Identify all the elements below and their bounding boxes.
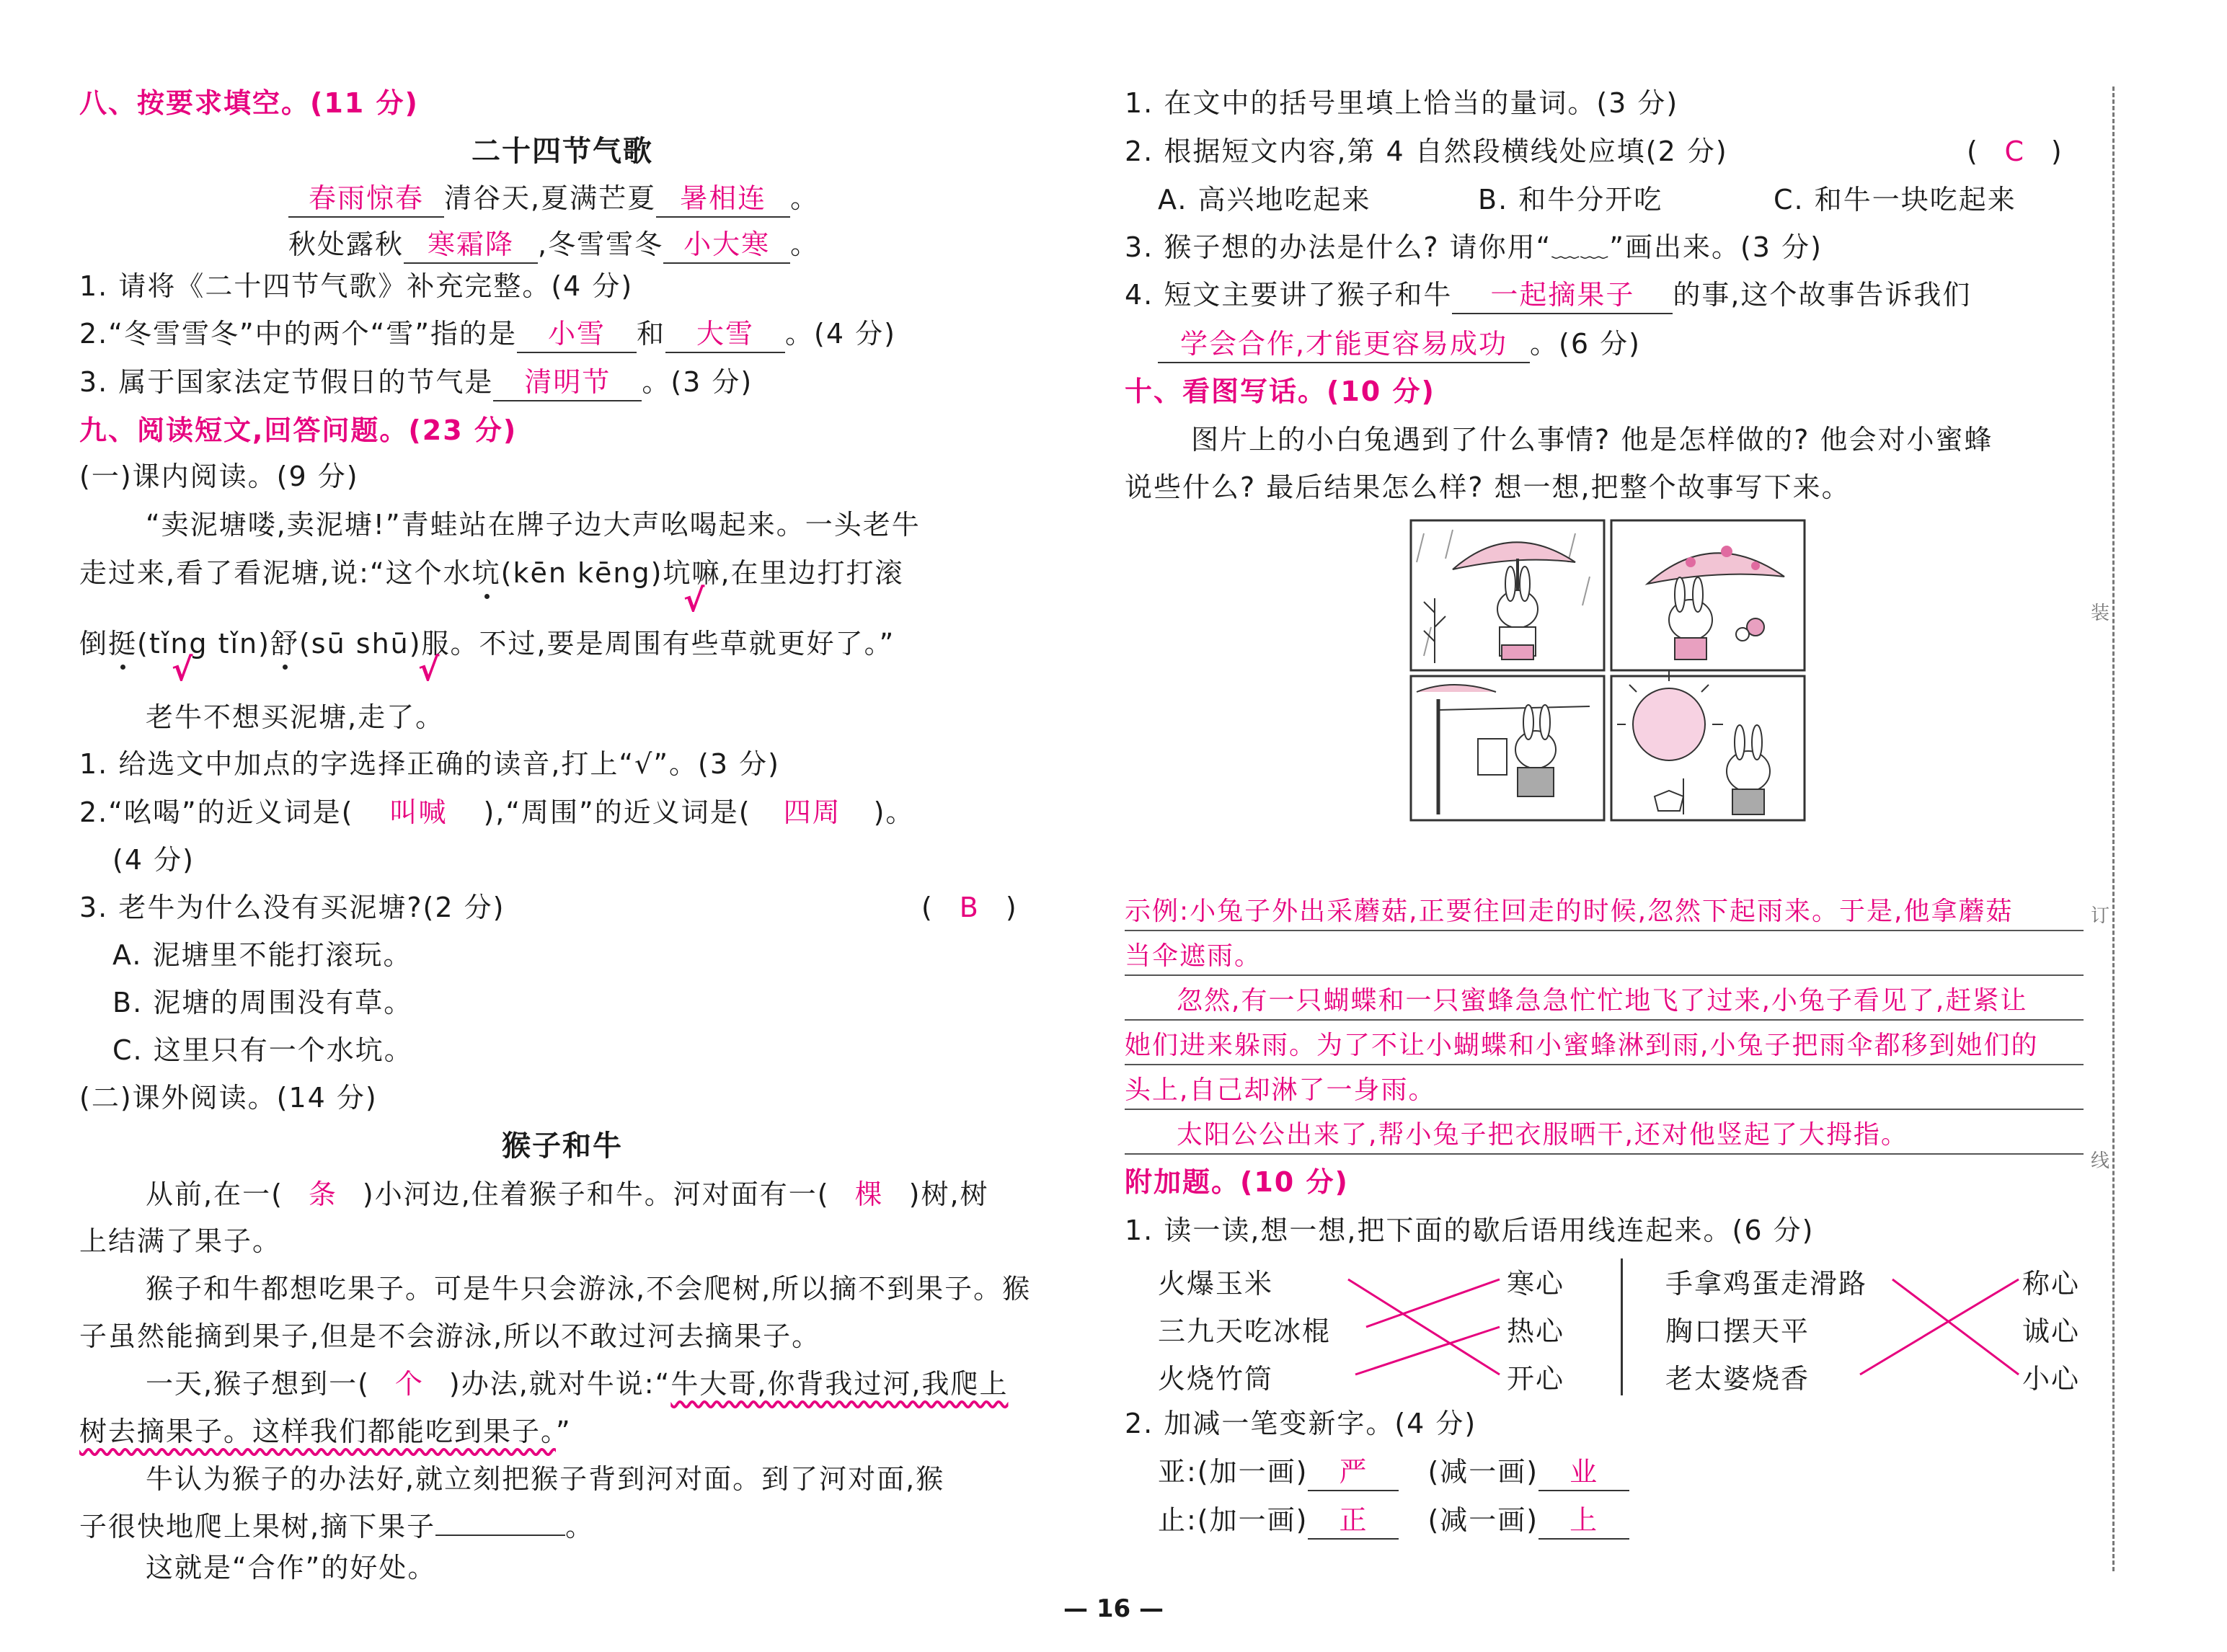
- q9-2-text-b: ),“周围”的近义词是(: [483, 796, 751, 828]
- poem-answer-1: 春雨惊春: [288, 180, 444, 218]
- section-10-title: 十、看图写话。(10 分): [1125, 376, 1435, 407]
- r2-option-b: B. 和牛分开吃: [1478, 184, 1663, 216]
- question-9-2: [79, 794, 914, 830]
- question-9-3: 3. 老牛为什么没有买泥塘?(2 分): [79, 892, 505, 923]
- match-right-target-1: 称心: [2022, 1268, 2081, 1300]
- q9-2-score: (4 分): [112, 844, 195, 876]
- question-8-2: [79, 316, 896, 353]
- b2-r1-answer-1: 严: [1308, 1454, 1399, 1491]
- p1-l2-text: 走过来,看了看泥塘,说:“这个水: [79, 557, 472, 589]
- panel-sun-thumbs-up: [1611, 670, 1805, 820]
- writing-rule-4: [1125, 1064, 2084, 1065]
- match-left-target-1: 寒心: [1507, 1268, 1565, 1300]
- right-question-4: [1125, 277, 1971, 314]
- b2-r2-b: (减一画): [1427, 1504, 1539, 1536]
- writing-rule-2: [1125, 974, 2084, 976]
- poem-line-1: [288, 180, 819, 218]
- panel-rain-mushroom: [1411, 520, 1604, 670]
- wavy-mark: ﹏﹏: [1551, 231, 1610, 263]
- passage-1-line-1: “卖泥塘喽,卖泥塘!”青蛙站在牌子边大声吆喝起来。一头老牛: [146, 509, 921, 541]
- story-line-1: [146, 1176, 989, 1212]
- match-left-2: 三九天吃冰棍: [1158, 1315, 1332, 1347]
- match-right-target-3: 小心: [2022, 1363, 2081, 1395]
- right-question-3: [1125, 229, 1823, 265]
- poem-text-3: ,冬雪雪冬: [538, 228, 664, 260]
- q9-2-answer-1: 叫喊: [389, 796, 448, 828]
- match-right-2: 胸口摆天平: [1665, 1315, 1810, 1347]
- q8-2-score: 。(4 分): [785, 318, 896, 350]
- st-l5-b: )办法,就对牛说:“: [448, 1368, 671, 1400]
- st-l5-a: 一天,猴子想到一(: [146, 1368, 370, 1400]
- bonus-2-row-1: [1158, 1454, 1629, 1491]
- binding-char-3: 线: [2091, 1146, 2109, 1173]
- right-page: [1125, 0, 2192, 1652]
- b2-r2-a: 止:(加一画): [1158, 1504, 1309, 1536]
- match-left-target-2: 热心: [1507, 1315, 1565, 1347]
- st-l8-a: 子很快地爬上果树,摘下果子: [79, 1511, 436, 1542]
- sample-line-4: 她们进来躲雨。为了不让小蝴蝶和小蜜蜂淋到雨,小兔子把雨伞都移到她们的: [1125, 1031, 2039, 1060]
- q9-3-option-b: B. 泥塘的周围没有草。: [112, 987, 413, 1018]
- binding-char-1: 装: [2091, 598, 2109, 625]
- paren-right: ): [2050, 136, 2063, 167]
- passage-1-line-4: 老牛不想买泥塘,走了。: [146, 701, 445, 733]
- part-2-title: (二)课外阅读。(14 分): [79, 1082, 378, 1114]
- wavy-underline-2: 树去摘果子。这样我们都能吃到果子。: [79, 1416, 557, 1447]
- story-blank: [435, 1509, 565, 1536]
- story-line-3: 猴子和牛都想吃果子。可是牛只会游泳,不会爬树,所以摘不到果子。猴: [146, 1273, 1032, 1305]
- wavy-underline-1: 牛大哥,你背我过河,我爬上: [670, 1368, 1009, 1400]
- p1-l3-pinyin-2: (sū shū)服。不过,要是周围有些草就更好了。”: [298, 628, 895, 660]
- q8-3-answer: 清明节: [493, 364, 642, 401]
- poem-end-1: 。: [790, 182, 820, 214]
- match-line-1: [1348, 1279, 1500, 1375]
- match-left-1: 火爆玉米: [1158, 1268, 1274, 1300]
- p1-l3-pinyin-1: (tǐng tǐn): [137, 628, 270, 660]
- page-number: — 16 —: [1063, 1594, 1164, 1623]
- bonus-2-row-2: [1158, 1502, 1629, 1540]
- story-line-8: [79, 1509, 594, 1545]
- story-line-7: 牛认为猴子的办法好,就立刻把猴子背到河对面。到了河对面,猴: [146, 1463, 945, 1495]
- st-l1-b: )小河边,住着猴子和牛。河对面有一(: [362, 1178, 830, 1210]
- match-lines: [1125, 1247, 2084, 1405]
- sample-line-2: 当伞遮雨。: [1125, 941, 1262, 971]
- story-line-9: 这就是“合作”的好处。: [146, 1552, 437, 1584]
- binding-char-2: 订: [2091, 901, 2109, 928]
- right-question-2: 2. 根据短文内容,第 4 自然段横线处应填(2 分): [1125, 136, 1728, 167]
- b2-r1-b: (减一画): [1427, 1456, 1539, 1488]
- poem-answer-4: 小大寒: [663, 226, 790, 264]
- bonus-title: 附加题。(10 分): [1125, 1166, 1349, 1198]
- check-mark-1: √: [683, 582, 705, 619]
- passage-1-line-2: [79, 555, 904, 591]
- story-answer-1: 条: [308, 1178, 337, 1210]
- q8-3-score: 。(3 分): [642, 366, 753, 398]
- q8-2-text: 2.“冬雪雪冬”中的两个“雪”指的是: [79, 318, 518, 350]
- right-question-1: 1. 在文中的括号里填上恰当的量词。(3 分): [1125, 87, 1679, 119]
- b2-r1-answer-2: 业: [1538, 1454, 1629, 1491]
- part-1-title: (一)课内阅读。(9 分): [79, 461, 359, 492]
- left-page: [79, 0, 1146, 1652]
- story-title: 猴子和牛: [502, 1129, 623, 1163]
- q9-3-answer-box: [921, 889, 1018, 925]
- match-left-3: 火烧竹筒: [1158, 1363, 1274, 1395]
- b2-r2-answer-2: 上: [1538, 1502, 1629, 1540]
- section-10-prompt-1: 图片上的小白兔遇到了什么事情? 他是怎样做的? 他会对小蜜蜂: [1191, 424, 1993, 456]
- comic-picture: [1409, 519, 1806, 822]
- sample-line-3: 忽然,有一只蝴蝶和一只蜜蜂急急忙忙地飞了过来,小兔子看见了,赶紧让: [1177, 986, 2028, 1016]
- q8-2-and: 和: [637, 318, 666, 350]
- question-9-1: 1. 给选文中加点的字选择正确的读音,打上“√”。(3 分): [79, 748, 780, 780]
- r4-text-c: 。(6 分): [1530, 328, 1641, 360]
- question-8-3: [79, 364, 753, 401]
- writing-rule-6: [1125, 1153, 2084, 1155]
- section-8-title: 八、按要求填空。(11 分): [79, 87, 419, 119]
- panel-sheltering-insects: [1611, 520, 1805, 670]
- story-line-6: [79, 1413, 572, 1449]
- poem-answer-3: 寒霜降: [404, 226, 538, 264]
- q9-3-option-c: C. 这里只有一个水坑。: [112, 1034, 413, 1066]
- sample-line-6: 太阳公公出来了,帮小兔子把衣服晒干,还对他竖起了大拇指。: [1177, 1120, 1908, 1150]
- dotted-char-keng: 坑: [471, 557, 501, 589]
- matching-exercise: [1125, 1247, 2084, 1405]
- q8-3-text: 3. 属于国家法定节假日的节气是: [79, 366, 494, 398]
- r3-text-b: ”画出来。(3 分): [1609, 231, 1823, 263]
- match-left-target-3: 开心: [1507, 1363, 1565, 1395]
- r2-option-a: A. 高兴地吃起来: [1158, 184, 1371, 216]
- match-right-1: 手拿鸡蛋走滑路: [1665, 1268, 1868, 1300]
- st-l8-end: 。: [565, 1511, 595, 1542]
- story-answer-2: 棵: [854, 1178, 884, 1210]
- match-right-target-2: 诚心: [2022, 1315, 2081, 1347]
- comic-panels-svg: [1409, 519, 1806, 822]
- r4-text-a: 4. 短文主要讲了猴子和牛: [1125, 279, 1453, 311]
- section-10-prompt-2: 说些什么? 最后结果怎么样? 想一想,把整个故事写下来。: [1125, 471, 1851, 503]
- section-9-title: 九、阅读短文,回答问题。(23 分): [79, 414, 518, 446]
- st-l6-end: ”: [556, 1416, 572, 1447]
- check-mark-3: √: [418, 652, 440, 688]
- p1-l2-pinyin: (kēn kēng)坑嘛,在里边打打滚: [500, 557, 904, 589]
- q9-2-answer-2: 四周: [783, 796, 841, 828]
- right-question-4-line-2: [1158, 326, 1641, 363]
- r2-answer-box: [1967, 133, 2063, 169]
- st-l1-c: )树,树: [908, 1178, 989, 1210]
- r3-text-a: 3. 猴子想的办法是什么? 请你用“: [1125, 231, 1552, 263]
- story-line-4: 子虽然能摘到果子,但是不会游泳,所以不敢过河去摘果子。: [79, 1320, 821, 1352]
- sample-line-5: 头上,自己却淋了一身雨。: [1125, 1075, 1436, 1105]
- match-right-3: 老太婆烧香: [1665, 1363, 1810, 1395]
- q9-3-answer: B: [959, 892, 980, 923]
- b2-r1-a: 亚:(加一画): [1158, 1456, 1309, 1488]
- bonus-question-1: 1. 读一读,想一想,把下面的歇后语用线连起来。(6 分): [1125, 1214, 1815, 1246]
- poem-title: 二十四节气歌: [471, 135, 653, 168]
- passage-1-line-3: [79, 626, 895, 662]
- poem-line-2: [288, 226, 819, 264]
- dotted-char-ting: 挺: [108, 628, 138, 660]
- story-answer-3: 个: [394, 1368, 424, 1400]
- q9-3-option-a: A. 泥塘里不能打滚玩。: [112, 939, 412, 971]
- poem-text-2: 秋处露秋: [288, 228, 404, 260]
- dotted-char-shu: 舒: [270, 628, 299, 660]
- story-line-5: [146, 1366, 1008, 1402]
- r4-answer-1: 一起摘果子: [1452, 277, 1673, 314]
- st-l1-a: 从前,在一(: [146, 1178, 283, 1210]
- panel-drying-clothes: [1411, 676, 1604, 820]
- r4-answer-2: 学会合作,才能更容易成功: [1158, 326, 1530, 363]
- q9-2-text-c: )。: [873, 796, 915, 828]
- paren-left: (: [1967, 136, 1979, 167]
- writing-rule-1: [1125, 930, 2084, 931]
- poem-answer-2: 暑相连: [656, 180, 790, 218]
- q8-2-answer-2: 大雪: [665, 316, 785, 353]
- writing-rule-3: [1125, 1019, 2084, 1021]
- check-mark-2: √: [172, 652, 193, 688]
- binding-cut-line: [2112, 86, 2115, 1571]
- b2-r2-answer-1: 正: [1308, 1502, 1399, 1540]
- r2-answer: C: [2004, 136, 2026, 167]
- paren-left: (: [921, 892, 934, 923]
- writing-rule-5: [1125, 1109, 2084, 1110]
- question-8-1: 1. 请将《二十四节气歌》补充完整。(4 分): [79, 270, 634, 302]
- bonus-question-2: 2. 加减一笔变新字。(4 分): [1125, 1408, 1477, 1439]
- r4-text-b: 的事,这个故事告诉我们: [1673, 279, 1972, 311]
- poem-end-2: 。: [790, 228, 820, 260]
- q8-2-answer-1: 小雪: [517, 316, 637, 353]
- story-line-2: 上结满了果子。: [79, 1225, 282, 1257]
- r2-option-c: C. 和牛一块吃起来: [1774, 184, 2016, 216]
- match-line-3: [1355, 1327, 1500, 1375]
- q9-2-text-a: 2.“吆喝”的近义词是(: [79, 796, 354, 828]
- p1-l3-text: 倒: [79, 628, 109, 660]
- poem-text-1: 清谷天,夏满芒夏: [444, 182, 657, 214]
- sample-line-1: 示例:小兔子外出采蘑菇,正要往回走的时候,忽然下起雨来。于是,他拿蘑菇: [1125, 897, 2014, 926]
- paren-right: ): [1005, 892, 1018, 923]
